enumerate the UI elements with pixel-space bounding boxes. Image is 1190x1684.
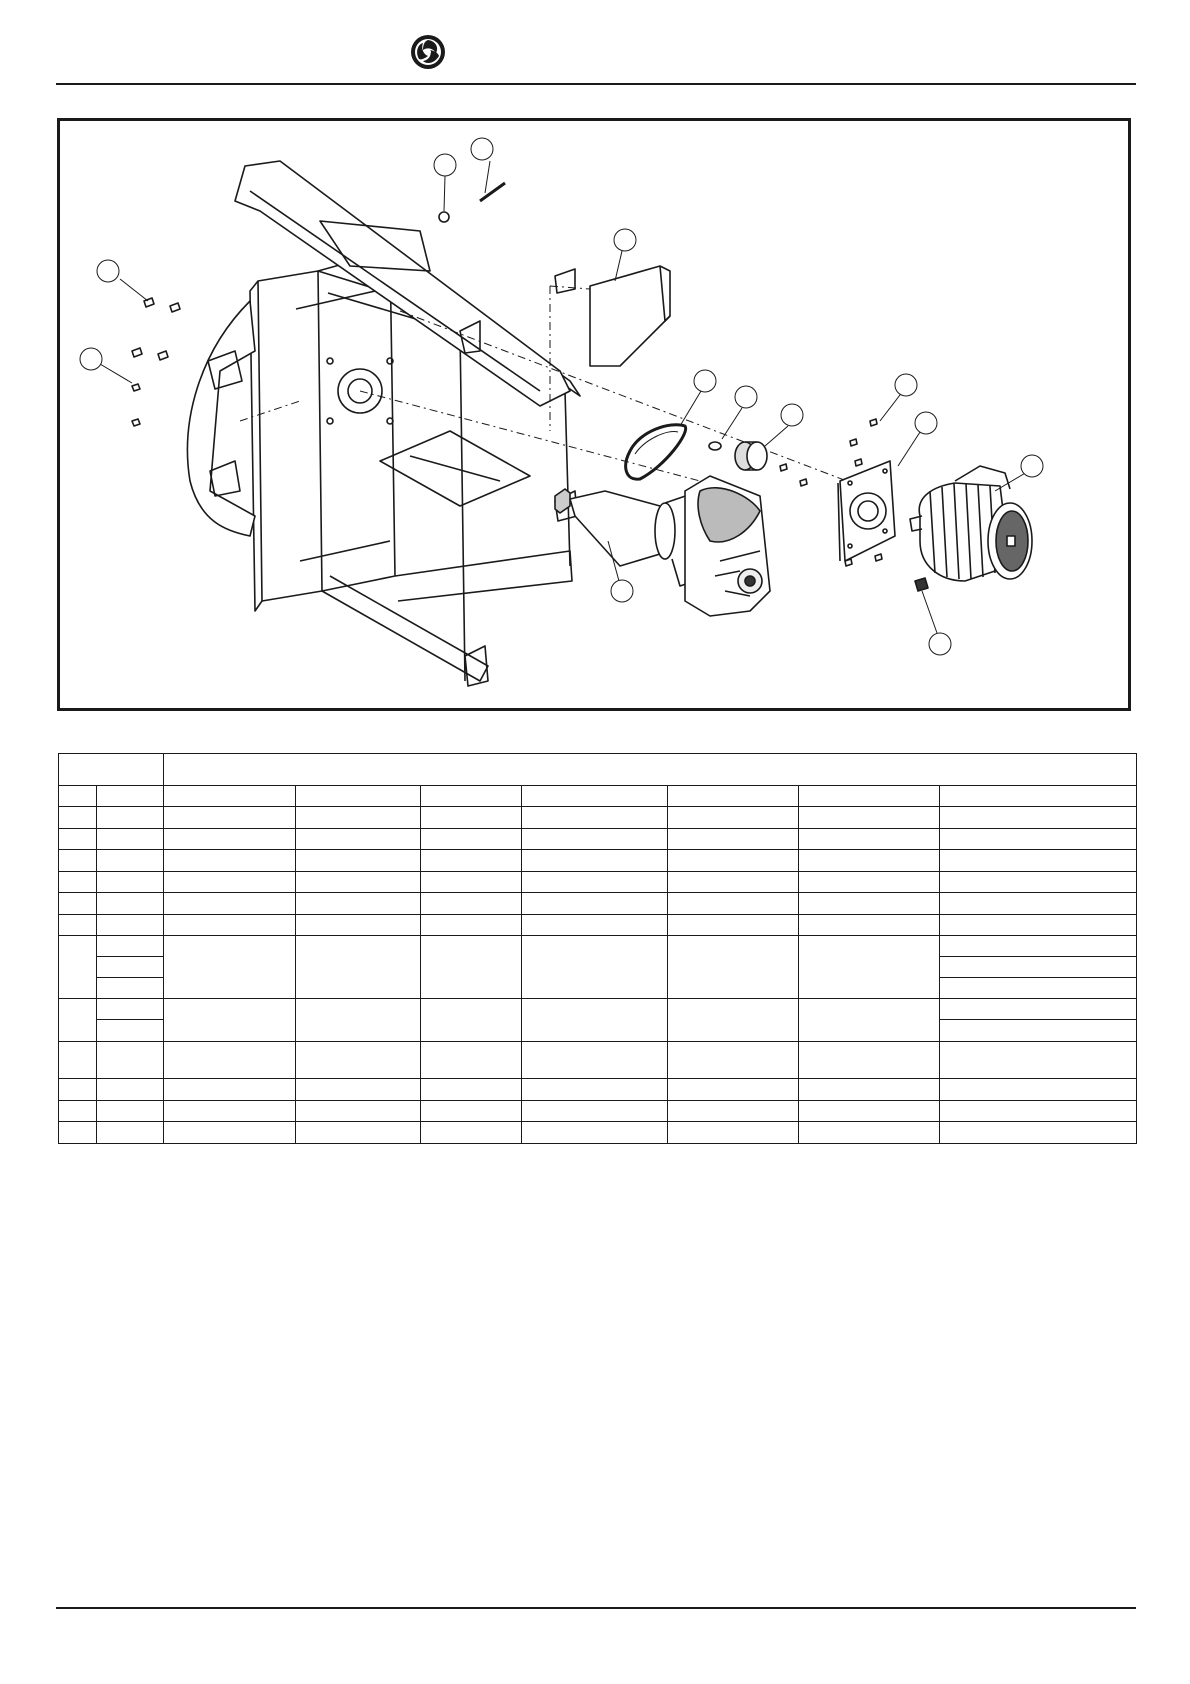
frame-assembly	[235, 161, 580, 686]
cell	[164, 1079, 296, 1101]
cell	[799, 1122, 940, 1144]
cell	[164, 915, 296, 936]
parts-list-table	[58, 753, 1137, 1144]
motor-mount-flange	[838, 461, 895, 561]
cell	[940, 1079, 1137, 1101]
cell	[799, 850, 940, 872]
cell	[296, 1079, 421, 1101]
cell	[421, 999, 522, 1042]
table-row	[59, 893, 1137, 915]
cell	[668, 829, 799, 850]
cell	[421, 829, 522, 850]
cell	[940, 807, 1137, 829]
cell	[522, 1042, 668, 1079]
cell	[799, 915, 940, 936]
cell	[522, 829, 668, 850]
side-guard-plate	[188, 301, 256, 536]
cell	[668, 786, 799, 807]
leader-lines	[100, 161, 1027, 633]
cell	[799, 829, 940, 850]
cell	[940, 957, 1137, 978]
cell	[522, 786, 668, 807]
cell	[296, 1042, 421, 1079]
cell	[522, 872, 668, 893]
cell	[522, 999, 668, 1042]
cell	[421, 1042, 522, 1079]
cell	[940, 936, 1137, 957]
cell	[421, 1101, 522, 1122]
table-row	[59, 872, 1137, 893]
callout-circle	[735, 386, 757, 408]
cell	[668, 850, 799, 872]
table-header-left	[59, 754, 164, 786]
cell-code	[97, 1122, 164, 1144]
cell	[421, 850, 522, 872]
cell	[164, 1122, 296, 1144]
cell	[522, 807, 668, 829]
cell-code	[97, 807, 164, 829]
cell	[799, 1101, 940, 1122]
cell	[799, 893, 940, 915]
cell	[421, 1079, 522, 1101]
cell-ref	[59, 1042, 97, 1079]
cell	[421, 1122, 522, 1144]
table-row	[59, 999, 1137, 1020]
cell-code	[97, 1020, 164, 1042]
cell-ref	[59, 999, 97, 1042]
callout-circle	[80, 348, 102, 370]
cell	[799, 936, 940, 999]
callout-circle	[929, 633, 951, 655]
cell-code	[97, 936, 164, 957]
cell	[296, 786, 421, 807]
company-logo-icon	[410, 34, 446, 70]
cell	[799, 786, 940, 807]
footer-rule	[56, 1607, 1136, 1609]
electric-motor	[910, 466, 1032, 581]
cell	[296, 1122, 421, 1144]
cell-code	[97, 1042, 164, 1079]
cell	[421, 807, 522, 829]
cell-code	[97, 829, 164, 850]
cell	[164, 1101, 296, 1122]
cell-code	[97, 978, 164, 999]
callout-circle	[471, 138, 493, 160]
cell	[668, 1042, 799, 1079]
table-row	[59, 1101, 1137, 1122]
pulley	[709, 442, 767, 470]
cell-code	[97, 957, 164, 978]
cell-code	[97, 999, 164, 1020]
cell	[940, 999, 1137, 1020]
table-row	[59, 786, 1137, 807]
cell-code	[97, 893, 164, 915]
cell	[164, 829, 296, 850]
table-row	[59, 1042, 1137, 1079]
cell-ref	[59, 1122, 97, 1144]
cell-code	[97, 786, 164, 807]
cell	[296, 829, 421, 850]
callout-circle	[694, 370, 716, 392]
cell	[522, 850, 668, 872]
cell	[940, 893, 1137, 915]
cell	[799, 807, 940, 829]
cell-ref	[59, 915, 97, 936]
cell	[799, 1042, 940, 1079]
cell	[522, 1101, 668, 1122]
table-row	[59, 936, 1137, 957]
cell-ref	[59, 1079, 97, 1101]
cell	[668, 872, 799, 893]
cell-code	[97, 1101, 164, 1122]
cell	[522, 936, 668, 999]
cell	[164, 786, 296, 807]
callout-circle	[915, 412, 937, 434]
callout-circle	[434, 154, 456, 176]
cell	[296, 915, 421, 936]
table-row	[59, 915, 1137, 936]
cell	[799, 872, 940, 893]
cell-code	[97, 850, 164, 872]
cell	[668, 1101, 799, 1122]
callout-circle	[895, 374, 917, 396]
cell-ref	[59, 807, 97, 829]
cell	[668, 807, 799, 829]
cell	[164, 893, 296, 915]
cell	[668, 1122, 799, 1144]
cell	[296, 807, 421, 829]
cell	[940, 829, 1137, 850]
cell	[164, 872, 296, 893]
cell	[940, 915, 1137, 936]
cell	[668, 1079, 799, 1101]
cell	[164, 936, 296, 999]
cell-ref	[59, 829, 97, 850]
header-rule	[56, 83, 1136, 85]
cell	[164, 999, 296, 1042]
exploded-view-figure	[57, 118, 1131, 711]
cell	[799, 999, 940, 1042]
cell	[421, 936, 522, 999]
cell	[940, 786, 1137, 807]
cell-ref	[59, 786, 97, 807]
callout-circle	[614, 229, 636, 251]
cell	[164, 850, 296, 872]
cell	[296, 893, 421, 915]
cell	[668, 999, 799, 1042]
cell	[799, 1079, 940, 1101]
cell	[296, 872, 421, 893]
belt-cover	[590, 266, 670, 366]
cell	[668, 915, 799, 936]
cell-ref	[59, 936, 97, 999]
cell-ref	[59, 850, 97, 872]
cell	[296, 850, 421, 872]
cell	[164, 807, 296, 829]
cell-ref	[59, 1101, 97, 1122]
table-row	[59, 1122, 1137, 1144]
cell-ref	[59, 893, 97, 915]
cell-code	[97, 872, 164, 893]
cell	[522, 915, 668, 936]
gearbox-pump-unit	[555, 476, 770, 616]
cell	[164, 1042, 296, 1079]
cell	[296, 1101, 421, 1122]
cell	[421, 915, 522, 936]
cell	[940, 850, 1137, 872]
cell-code	[97, 915, 164, 936]
cell	[421, 872, 522, 893]
exploded-view-drawing	[60, 121, 1128, 708]
cell	[940, 1122, 1137, 1144]
cell	[522, 893, 668, 915]
table-row	[59, 829, 1137, 850]
cell-ref	[59, 872, 97, 893]
cell	[940, 1020, 1137, 1042]
table-row	[59, 1079, 1137, 1101]
cell	[522, 1079, 668, 1101]
cell	[940, 978, 1137, 999]
cell	[668, 936, 799, 999]
drive-belt	[626, 425, 686, 479]
cell	[296, 999, 421, 1042]
cell	[522, 1122, 668, 1144]
callout-circle	[611, 580, 633, 602]
table-row	[59, 807, 1137, 829]
cell	[421, 786, 522, 807]
table-header-right	[164, 754, 1137, 786]
table-row	[59, 850, 1137, 872]
cell	[940, 1042, 1137, 1079]
cell	[940, 872, 1137, 893]
callout-circle	[1021, 455, 1043, 477]
callout-circle	[781, 404, 803, 426]
cell	[421, 893, 522, 915]
cell	[296, 936, 421, 999]
cell	[668, 893, 799, 915]
cell	[940, 1101, 1137, 1122]
cell-code	[97, 1079, 164, 1101]
callout-circle	[97, 260, 119, 282]
